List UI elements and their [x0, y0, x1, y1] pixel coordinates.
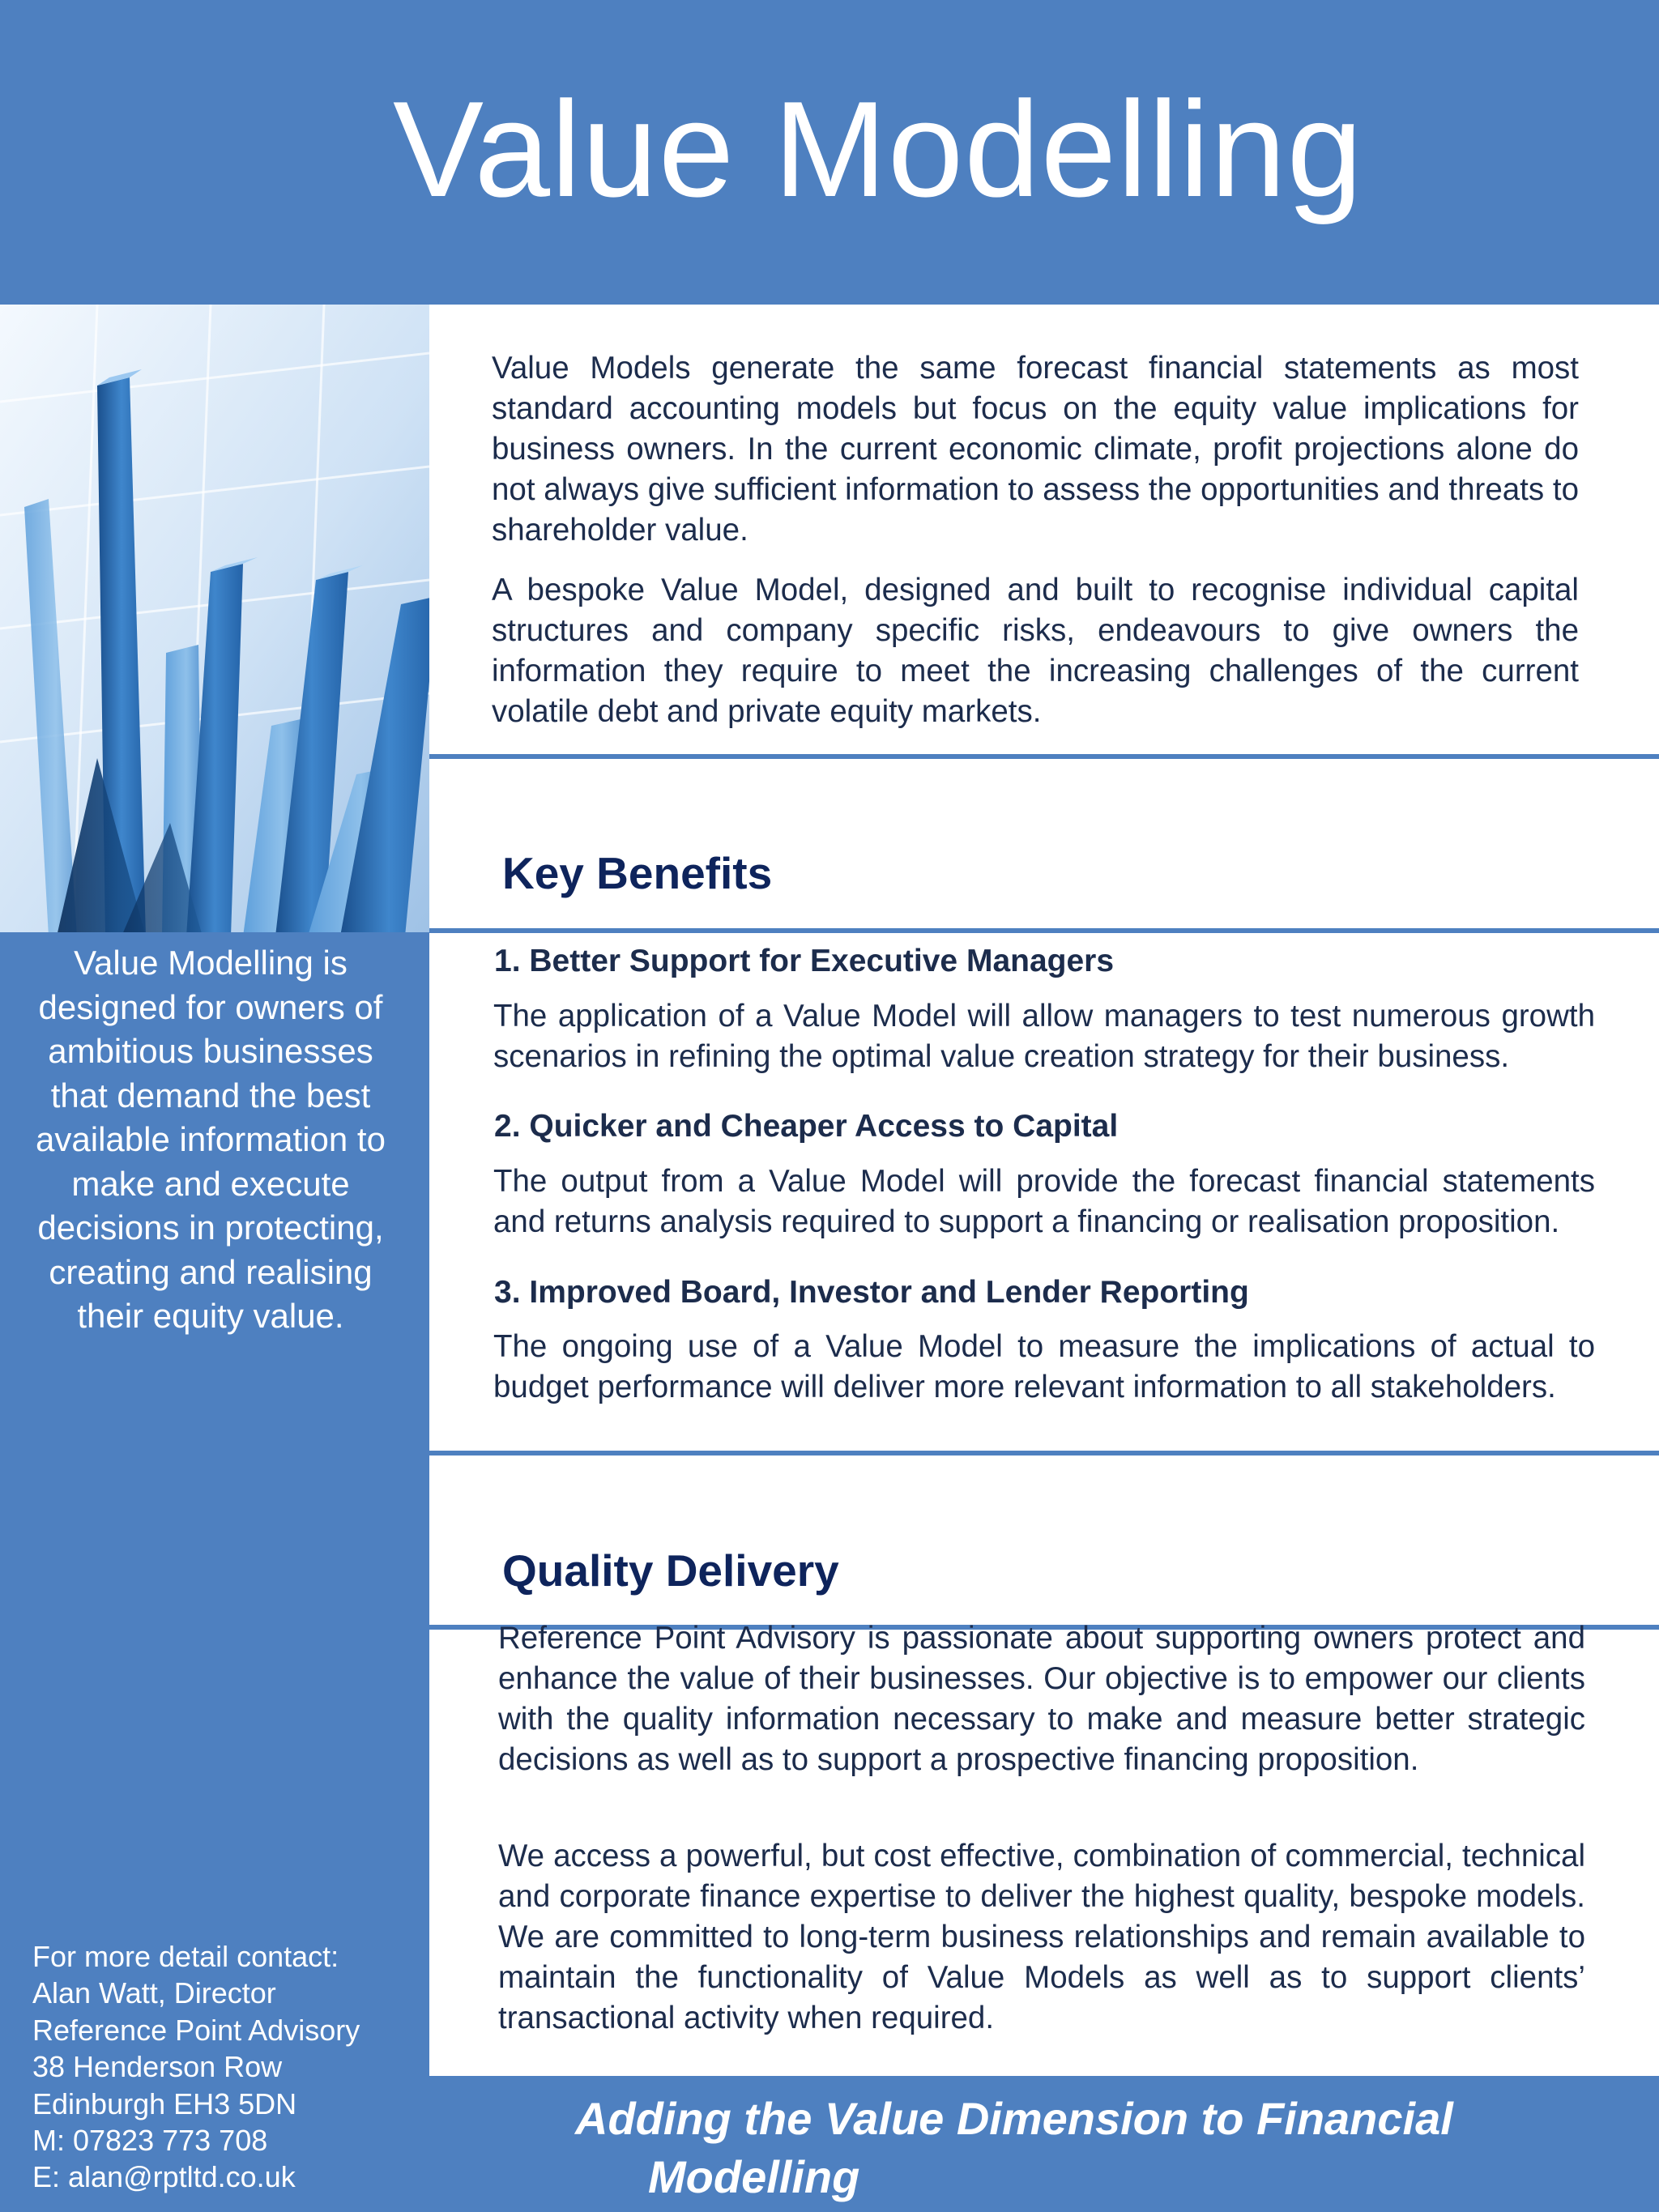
quality-delivery-heading: Quality Delivery [502, 1545, 839, 1596]
key-benefits-heading: Key Benefits [502, 848, 773, 898]
contact-company: Reference Point Advisory [32, 2013, 360, 2047]
contact-mobile: M: 07823 773 708 [32, 2124, 268, 2158]
contact-email: E: alan@rptltd.co.uk [32, 2160, 296, 2194]
benefit-2-title: 2. Quicker and Cheaper Access to Capital [494, 1109, 1119, 1144]
page-title: Value Modelling [393, 73, 1363, 225]
benefit-1-body: The application of a Value Model will allow managers to test numerous growth scenarios in refining the optimal value creation strategy for their business. [493, 999, 1595, 1074]
benefit-3-body: The ongoing use of a Value Model to measure the implications of actual to budget performance will deliver more relevant information to all stakeholders. [493, 1329, 1595, 1404]
contact-details [32, 1938, 413, 2196]
contact-city: Edinburgh EH3 5DN [32, 2086, 297, 2120]
contact-name: Alan Watt, Director [32, 1976, 276, 2010]
intro-paragraph-2: A bespoke Value Model, designed and built to recognise individual capital structures and company specific risks, endeavours to give owners the information they require to meet the increasing challenges of the current volatile debt and private equity markets. [492, 573, 1579, 729]
benefit-3-title: 3. Improved Board, Investor and Lender Reporting [494, 1275, 1249, 1310]
section-divider [429, 1451, 1659, 1455]
contact-line: For more detail contact: [32, 1940, 339, 1973]
tagline-line-1: Adding the Value Dimension to Financial [575, 2093, 1453, 2144]
section-divider [429, 928, 1659, 933]
section-divider [429, 754, 1659, 759]
benefit-1-title: 1. Better Support for Executive Managers [494, 944, 1115, 978]
quality-paragraph-2: We access a powerful, but cost effective, combination of commercial, technical and corporate finance expertise to deliver the highest quality, bespoke models. We are committed to long-term business relationships and remain available to maintain the functionality of Value Models as well as to support clients’ transactional activity when required. [498, 1839, 1585, 2035]
footer-tagline [575, 2090, 1596, 2206]
contact-street: 38 Henderson Row [32, 2050, 283, 2084]
bar-chart-graphic-icon [0, 305, 429, 932]
sidebar-image [0, 305, 429, 932]
quality-paragraph-1: Reference Point Advisory is passionate about supporting owners protect and enhance the value of their businesses. Our objective is to empower our clients with the quality information necessary to make and measure better strategic decisions as well as to support a prospective financing proposition. [498, 1621, 1585, 1777]
intro-paragraph-1: Value Models generate the same forecast financial statements as most standard accounting models but focus on the equity value implications for business owners. In the current economic climate, profit projections alone do not always give sufficient information to assess the opportunities and threats to shareholder value. [492, 351, 1579, 548]
benefit-2-body: The output from a Value Model will provide the forecast financial statements and returns analysis required to support a financing or realisation proposition. [493, 1164, 1595, 1239]
sidebar-quote: Value Modelling is designed for owners of ambitious businesses that demand the best available information to make and execute decisions in protecting, creating and realising their equity value. [36, 944, 386, 1335]
header-banner [0, 0, 1659, 305]
tagline-line-2: Modelling [648, 2151, 860, 2202]
